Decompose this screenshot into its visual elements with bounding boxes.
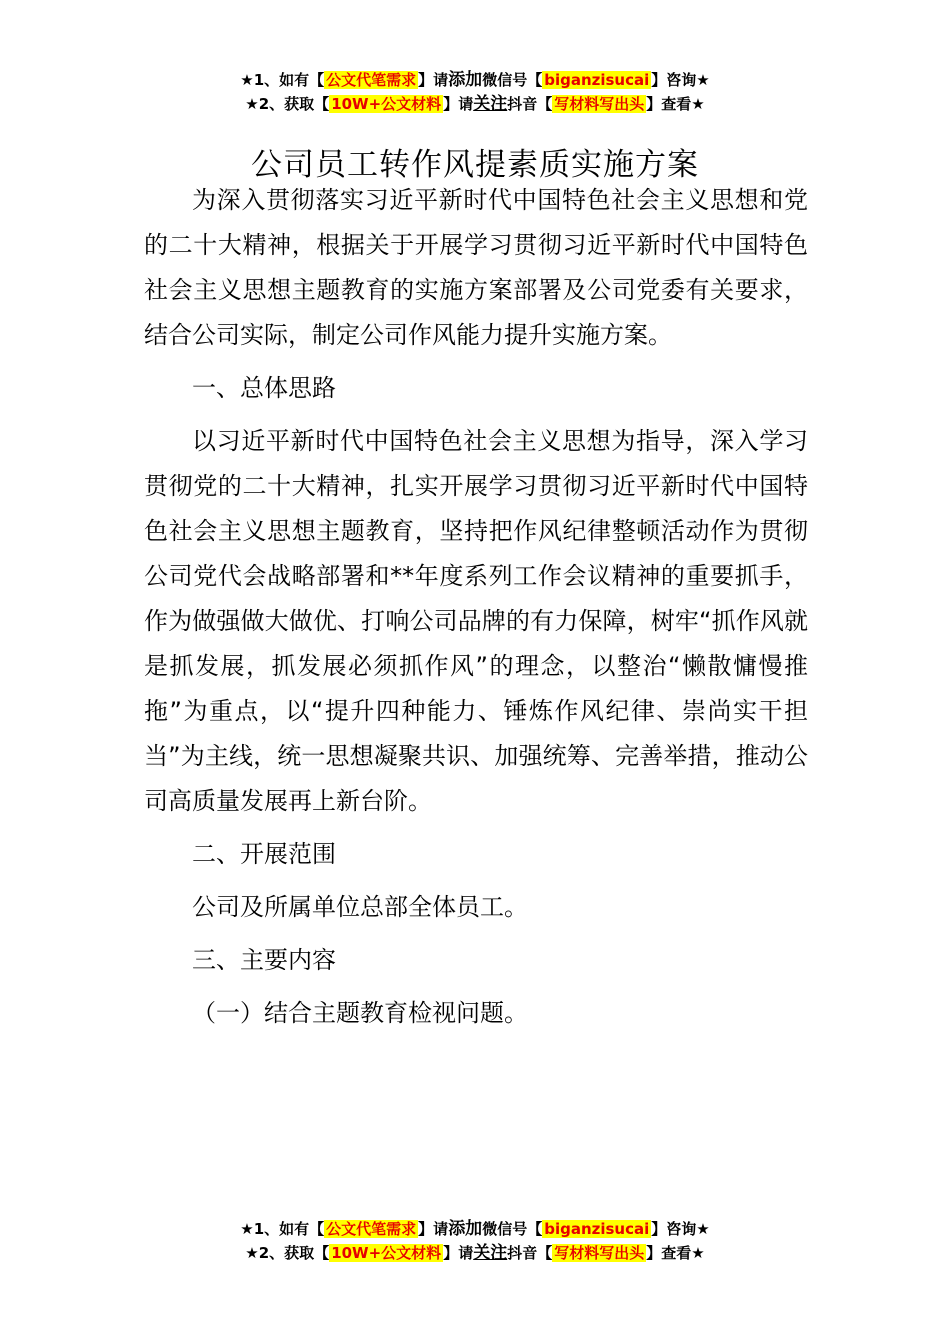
promo-highlight-douyin: 写材料写出头 bbox=[554, 95, 645, 113]
promo-highlight-service: 公文代笔需求 bbox=[326, 71, 417, 89]
section-heading-3: 三、主要内容 bbox=[192, 946, 336, 974]
section-body-2: 公司及所属单位总部全体员工。 bbox=[192, 893, 528, 921]
section-heading-2: 二、开展范围 bbox=[192, 840, 336, 868]
promo-highlight-douyin: 写材料写出头 bbox=[554, 1244, 645, 1262]
promo-highlight-materials: 10W+公文材料 bbox=[331, 1244, 442, 1262]
subsection-heading-1: （一）结合主题教育检视问题。 bbox=[192, 999, 528, 1027]
document-title: 公司员工转作风提素质实施方案 bbox=[251, 146, 699, 183]
document-body bbox=[144, 178, 808, 1036]
promo-line-2: ★2、获取【 10W+公文材料 】请关注抖音【 写材料写出头 】查看★ bbox=[245, 1243, 705, 1263]
bottom-promo-banner bbox=[0, 1217, 950, 1265]
promo-highlight-wechat-id: biganzisucai bbox=[544, 71, 650, 89]
promo-highlight-materials: 10W+公文材料 bbox=[331, 95, 442, 113]
promo-line-2: ★2、获取【 10W+公文材料 】请关注抖音【 写材料写出头 】查看★ bbox=[245, 94, 705, 114]
intro-paragraph: 为深入贯彻落实习近平新时代中国特色社会主义思想和党的二十大精神，根据关于开展学习贯彻习近平新时代中国特色社会主义思想主题教育的实施方案部署及公司党委有关要求，结合公司实际，制定公司作风能力提升实施方案。 bbox=[144, 186, 808, 349]
section-heading-1: 一、总体思路 bbox=[192, 374, 336, 402]
promo-highlight-service: 公文代笔需求 bbox=[326, 1220, 417, 1238]
promo-highlight-wechat-id: biganzisucai bbox=[544, 1220, 650, 1238]
section-body-1: 以习近平新时代中国特色社会主义思想为指导，深入学习贯彻党的二十大精神，扎实开展学习贯彻习近平新时代中国特色社会主义思想主题教育，坚持把作风纪律整顿活动作为贯彻公司党代会战略部署和**年度系列工作会议精神的重要抓手，作为做强做大做优、打响公司品牌的有力保障，树牢“抓作风就是抓发展，抓发展必须抓作风”的理念，以整治“懒散慵慢推拖”为重点，以“提升四种能力、锤炼作风纪律、崇尚实干担当”为主线，统一思想凝聚共识、加强统筹、完善举措，推动公司高质量发展再上新台阶。 bbox=[144, 427, 808, 815]
top-promo-banner bbox=[0, 68, 950, 116]
promo-line-1: ★1、如有【 公文代笔需求 】请添加微信号【 biganzisucai 】咨询★ bbox=[240, 70, 710, 90]
promo-line-1: ★1、如有【 公文代笔需求 】请添加微信号【 biganzisucai 】咨询★ bbox=[240, 1219, 710, 1239]
